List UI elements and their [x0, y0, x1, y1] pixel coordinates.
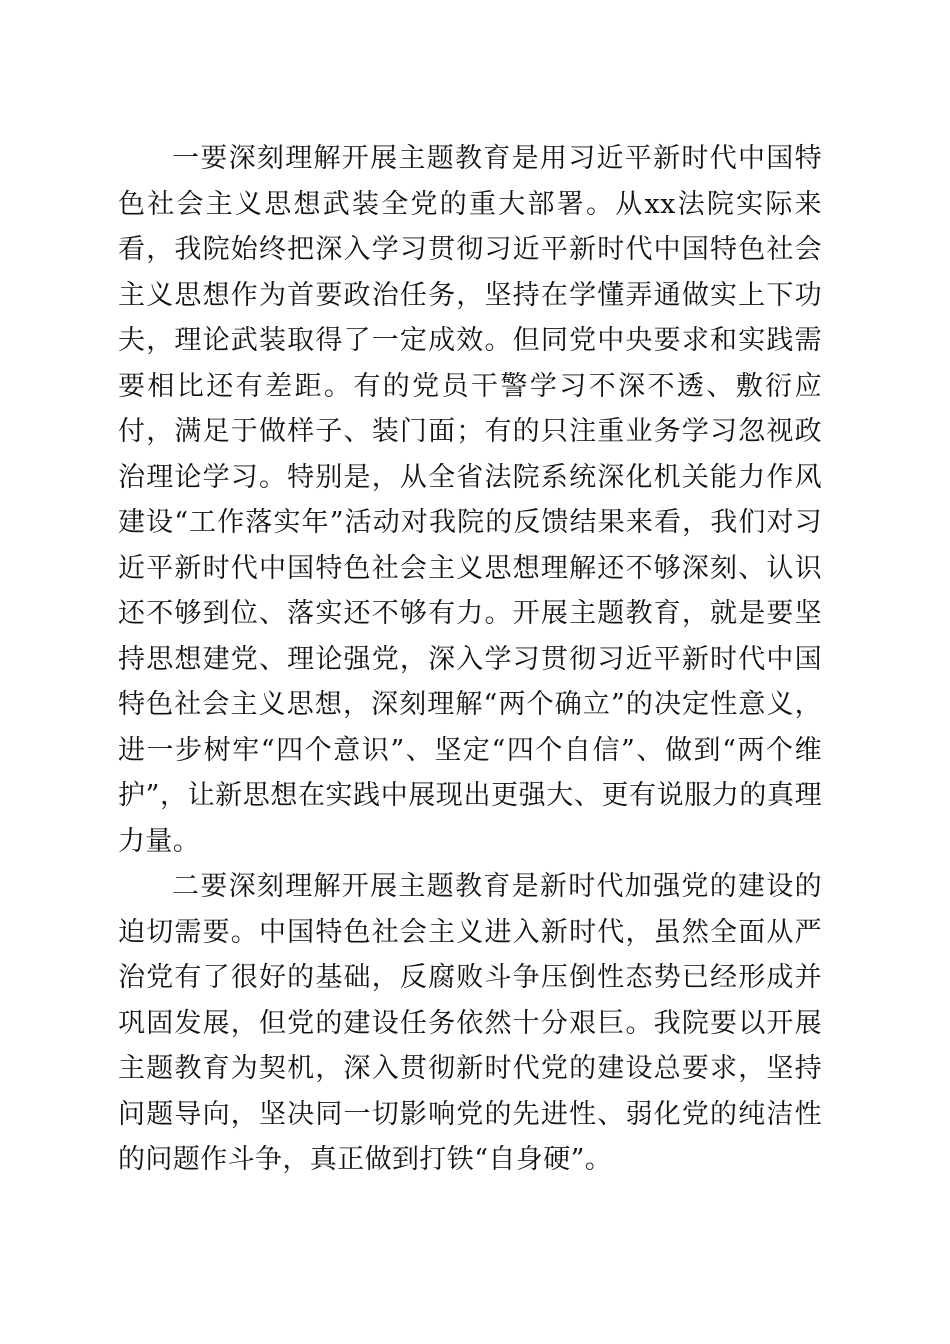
document-body [118, 136, 822, 1183]
paragraph-1: 一要深刻理解开展主题教育是用习近平新时代中国特色社会主义思想武装全党的重大部署。从xx法院实际来看，我院始终把深入学习贯彻习近平新时代中国特色社会主义思想作为首要政治任务，坚持在学懂弄通做实上下功夫，理论武装取得了一定成效。但同党中央要求和实践需要相比还有差距。有的党员干警学习不深不透、敷衍应付，满足于做样子、装门面；有的只注重业务学习忽视政治理论学习。特别是，从全省法院系统深化机关能力作风建设“工作落实年”活动对我院的反馈结果来看，我们对习近平新时代中国特色社会主义思想理解还不够深刻、认识还不够到位、落实还不够有力。开展主题教育，就是要坚持思想建党、理论强党，深入学习贯彻习近平新时代中国特色社会主义思想，深刻理解“两个确立”的决定性意义，进一步树牢“四个意识”、坚定“四个自信”、做到“两个维护”，让新思想在实践中展现出更强大、更有说服力的真理力量。 [118, 143, 822, 857]
paragraph-2: 二要深刻理解开展主题教育是新时代加强党的建设的迫切需要。中国特色社会主义进入新时代，虽然全面从严治党有了很好的基础，反腐败斗争压倒性态势已经形成并巩固发展，但党的建设任务依然十分艰巨。我院要以开展主题教育为契机，深入贯彻新时代党的建设总要求，坚持问题导向，坚决同一切影响党的先进性、弱化党的纯洁性的问题作斗争，真正做到打铁“自身硬”。 [118, 871, 822, 1175]
